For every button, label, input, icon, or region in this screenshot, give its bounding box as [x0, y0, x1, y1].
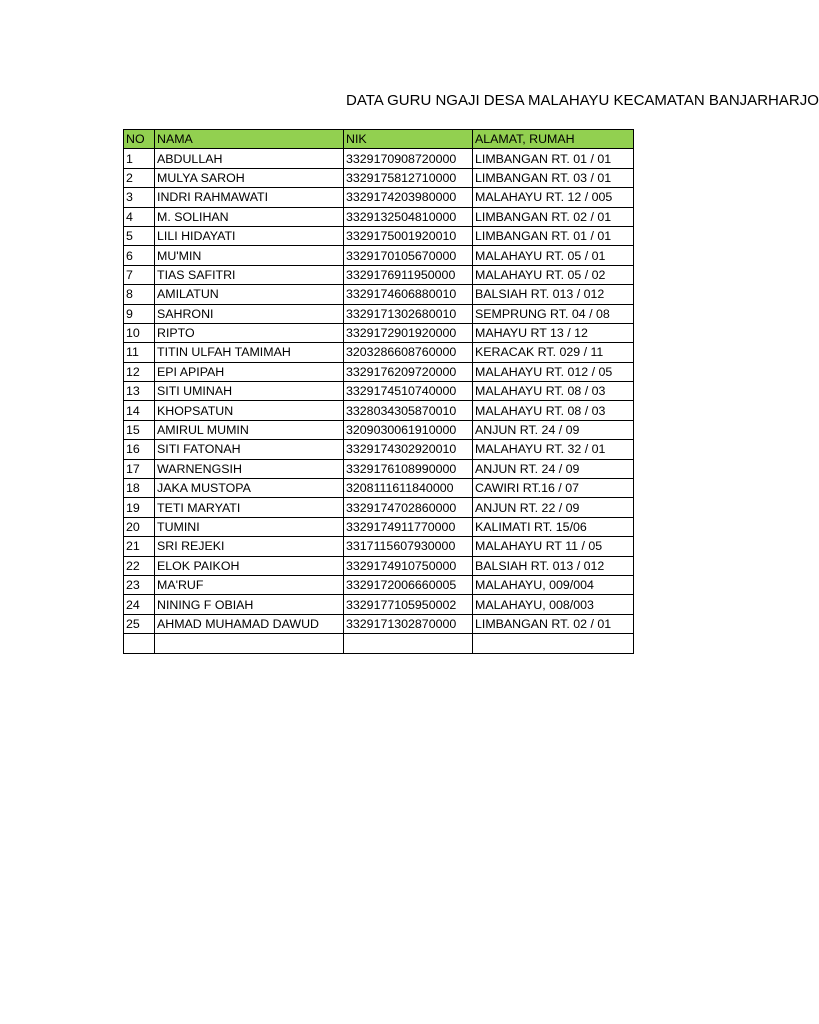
- cell-nik[interactable]: 3329170908720000: [344, 149, 473, 168]
- cell-no[interactable]: 9: [124, 304, 155, 323]
- cell-nik[interactable]: 3329172901920000: [344, 323, 473, 342]
- table-row: [124, 595, 634, 614]
- table-row: [124, 168, 634, 187]
- table-row: [124, 498, 634, 517]
- table-body: [124, 149, 634, 653]
- header-row: [124, 130, 634, 149]
- cell-alamat[interactable]: MAHAYU RT 13 / 12: [473, 323, 634, 342]
- table-row: [124, 285, 634, 304]
- cell-nik[interactable]: 3329174702860000: [344, 498, 473, 517]
- cell-nik[interactable]: 3329174606880010: [344, 285, 473, 304]
- cell-nik[interactable]: 3329174510740000: [344, 382, 473, 401]
- cell-nik[interactable]: 3329174911770000: [344, 517, 473, 536]
- cell-nama[interactable]: AMIRUL MUMIN: [155, 420, 344, 439]
- cell-no[interactable]: 18: [124, 479, 155, 498]
- cell-no[interactable]: 16: [124, 440, 155, 459]
- table-header: [124, 130, 634, 149]
- cell-no[interactable]: 3: [124, 188, 155, 207]
- header-nama[interactable]: NAMA: [155, 130, 344, 149]
- table-row: [124, 265, 634, 284]
- cell-no[interactable]: 7: [124, 265, 155, 284]
- cell-alamat[interactable]: KERACAK RT. 029 / 11: [473, 343, 634, 362]
- cell-nama[interactable]: M. SOLIHAN: [155, 207, 344, 226]
- table-row: [124, 537, 634, 556]
- header-nik[interactable]: NIK: [344, 130, 473, 149]
- table-row: [124, 304, 634, 323]
- cell-alamat[interactable]: CAWIRI RT.16 / 07: [473, 479, 634, 498]
- cell-no[interactable]: 14: [124, 401, 155, 420]
- table-row: [124, 420, 634, 439]
- cell-alamat[interactable]: LIMBANGAN RT. 01 / 01: [473, 149, 634, 168]
- table-row: [124, 556, 634, 575]
- cell-alamat[interactable]: LIMBANGAN RT. 02 / 01: [473, 207, 634, 226]
- cell-nama[interactable]: NINING F OBIAH: [155, 595, 344, 614]
- cell-no[interactable]: 1: [124, 149, 155, 168]
- table-row: [124, 479, 634, 498]
- table-row: [124, 323, 634, 342]
- cell-no[interactable]: 21: [124, 537, 155, 556]
- cell-no[interactable]: 12: [124, 362, 155, 381]
- cell-nama[interactable]: [155, 634, 344, 653]
- cell-alamat[interactable]: BALSIAH RT. 013 / 012: [473, 556, 634, 575]
- cell-no[interactable]: 2: [124, 168, 155, 187]
- cell-nama[interactable]: LILI HIDAYATI: [155, 226, 344, 245]
- cell-nama[interactable]: AHMAD MUHAMAD DAWUD: [155, 614, 344, 633]
- cell-alamat[interactable]: SEMPRUNG RT. 04 / 08: [473, 304, 634, 323]
- cell-alamat[interactable]: BALSIAH RT. 013 / 012: [473, 285, 634, 304]
- cell-alamat[interactable]: KALIMATI RT. 15/06: [473, 517, 634, 536]
- cell-nik[interactable]: 3329174302920010: [344, 440, 473, 459]
- cell-nik[interactable]: 3208111611840000: [344, 479, 473, 498]
- header-alamat[interactable]: ALAMAT, RUMAH: [473, 130, 634, 149]
- cell-no[interactable]: 25: [124, 614, 155, 633]
- cell-nama[interactable]: KHOPSATUN: [155, 401, 344, 420]
- table-row: [124, 382, 634, 401]
- table-row: [124, 614, 634, 633]
- cell-nama[interactable]: MULYA SAROH: [155, 168, 344, 187]
- table-row: [124, 207, 634, 226]
- cell-alamat[interactable]: MALAHAYU RT. 32 / 01: [473, 440, 634, 459]
- cell-alamat[interactable]: MALAHAYU RT. 08 / 03: [473, 382, 634, 401]
- cell-nama[interactable]: MU'MIN: [155, 246, 344, 265]
- cell-alamat[interactable]: MALAHAYU RT. 05 / 02: [473, 265, 634, 284]
- header-no[interactable]: NO: [124, 130, 155, 149]
- cell-nik[interactable]: 3329132504810000: [344, 207, 473, 226]
- cell-no[interactable]: [124, 634, 155, 653]
- cell-alamat[interactable]: LIMBANGAN RT. 03 / 01: [473, 168, 634, 187]
- cell-no[interactable]: 20: [124, 517, 155, 536]
- cell-nik[interactable]: 3209030061910000: [344, 420, 473, 439]
- guru-ngaji-table: [123, 129, 634, 654]
- cell-no[interactable]: 11: [124, 343, 155, 362]
- cell-alamat[interactable]: LIMBANGAN RT. 01 / 01: [473, 226, 634, 245]
- cell-no[interactable]: 8: [124, 285, 155, 304]
- cell-nik[interactable]: 3329176209720000: [344, 362, 473, 381]
- cell-alamat[interactable]: MALAHAYU, 009/004: [473, 575, 634, 594]
- table-row: [124, 459, 634, 478]
- cell-alamat[interactable]: MALAHAYU RT. 08 / 03: [473, 401, 634, 420]
- cell-no[interactable]: 6: [124, 246, 155, 265]
- cell-no[interactable]: 23: [124, 575, 155, 594]
- cell-nama[interactable]: AMILATUN: [155, 285, 344, 304]
- cell-no[interactable]: 24: [124, 595, 155, 614]
- cell-nik[interactable]: 3329176911950000: [344, 265, 473, 284]
- table-row: [124, 401, 634, 420]
- cell-no[interactable]: 10: [124, 323, 155, 342]
- table-row: [124, 149, 634, 168]
- cell-nama[interactable]: TETI MARYATI: [155, 498, 344, 517]
- sheet-title: DATA GURU NGAJI DESA MALAHAYU KECAMATAN BANJARHARJO: [346, 92, 819, 109]
- cell-nik[interactable]: 3328034305870010: [344, 401, 473, 420]
- cell-alamat[interactable]: MALAHAYU, 008/003: [473, 595, 634, 614]
- cell-no[interactable]: 15: [124, 420, 155, 439]
- cell-alamat[interactable]: MALAHAYU RT. 05 / 01: [473, 246, 634, 265]
- table-row: [124, 634, 634, 653]
- cell-nik[interactable]: [344, 634, 473, 653]
- cell-alamat[interactable]: ANJUN RT. 22 / 09: [473, 498, 634, 517]
- cell-nik[interactable]: 3329175001920010: [344, 226, 473, 245]
- cell-alamat[interactable]: [473, 634, 634, 653]
- cell-nama[interactable]: ELOK PAIKOH: [155, 556, 344, 575]
- cell-nama[interactable]: TIAS SAFITRI: [155, 265, 344, 284]
- cell-nik[interactable]: 3329172006660005: [344, 575, 473, 594]
- cell-alamat[interactable]: MALAHAYU RT. 012 / 05: [473, 362, 634, 381]
- table-row: [124, 188, 634, 207]
- table-row: [124, 362, 634, 381]
- cell-alamat[interactable]: ANJUN RT. 24 / 09: [473, 459, 634, 478]
- cell-nama[interactable]: TUMINI: [155, 517, 344, 536]
- cell-nama[interactable]: MA'RUF: [155, 575, 344, 594]
- cell-alamat[interactable]: MALAHAYU RT 11 / 05: [473, 537, 634, 556]
- cell-nama[interactable]: ABDULLAH: [155, 149, 344, 168]
- table-row: [124, 517, 634, 536]
- cell-nama[interactable]: EPI APIPAH: [155, 362, 344, 381]
- cell-nik[interactable]: 3203286608760000: [344, 343, 473, 362]
- cell-nik[interactable]: 3329171302680010: [344, 304, 473, 323]
- cell-no[interactable]: 17: [124, 459, 155, 478]
- table-row: [124, 246, 634, 265]
- cell-nama[interactable]: INDRI RAHMAWATI: [155, 188, 344, 207]
- cell-no[interactable]: 13: [124, 382, 155, 401]
- cell-nik[interactable]: 3329174910750000: [344, 556, 473, 575]
- table-row: [124, 575, 634, 594]
- cell-nik[interactable]: 3329174203980000: [344, 188, 473, 207]
- cell-nama[interactable]: SRI REJEKI: [155, 537, 344, 556]
- cell-nama[interactable]: RIPTO: [155, 323, 344, 342]
- cell-no[interactable]: 22: [124, 556, 155, 575]
- cell-nik[interactable]: 3329177105950002: [344, 595, 473, 614]
- cell-no[interactable]: 5: [124, 226, 155, 245]
- cell-nama[interactable]: SAHRONI: [155, 304, 344, 323]
- cell-alamat[interactable]: LIMBANGAN RT. 02 / 01: [473, 614, 634, 633]
- cell-nik[interactable]: 3329175812710000: [344, 168, 473, 187]
- cell-nik[interactable]: 3329171302870000: [344, 614, 473, 633]
- table-row: [124, 226, 634, 245]
- table-row: [124, 343, 634, 362]
- cell-nik[interactable]: 3317115607930000: [344, 537, 473, 556]
- cell-nik[interactable]: 3329170105670000: [344, 246, 473, 265]
- cell-nama[interactable]: WARNENGSIH: [155, 459, 344, 478]
- cell-alamat[interactable]: ANJUN RT. 24 / 09: [473, 420, 634, 439]
- cell-nama[interactable]: JAKA MUSTOPA: [155, 479, 344, 498]
- cell-alamat[interactable]: MALAHAYU RT. 12 / 005: [473, 188, 634, 207]
- cell-nama[interactable]: SITI FATONAH: [155, 440, 344, 459]
- cell-no[interactable]: 4: [124, 207, 155, 226]
- cell-nik[interactable]: 3329176108990000: [344, 459, 473, 478]
- cell-nama[interactable]: TITIN ULFAH TAMIMAH: [155, 343, 344, 362]
- cell-nama[interactable]: SITI UMINAH: [155, 382, 344, 401]
- cell-no[interactable]: 19: [124, 498, 155, 517]
- table-row: [124, 440, 634, 459]
